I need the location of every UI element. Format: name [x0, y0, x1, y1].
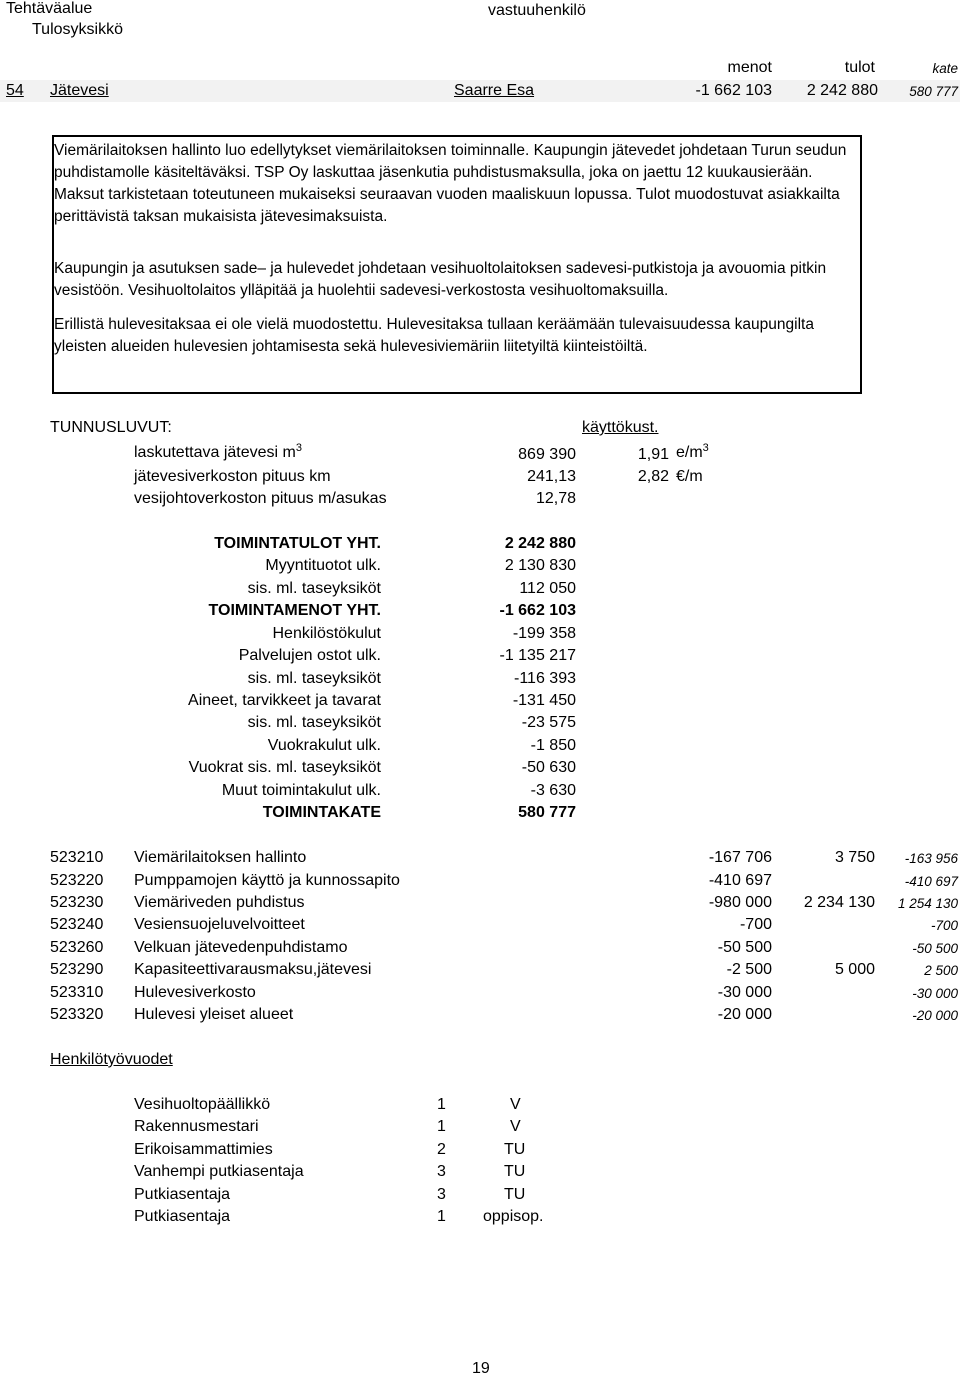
summary-value: -50 630 [521, 759, 576, 776]
account-tulot: 3 750 [834, 849, 875, 866]
account-code: 523320 [50, 1006, 104, 1023]
account-kate: 2 500 [924, 963, 958, 978]
summary-label: Myyntituotot ulk. [265, 557, 381, 574]
account-code: 523240 [50, 916, 104, 933]
account-kate: -30 000 [912, 986, 958, 1001]
page-number: 19 [472, 1360, 490, 1377]
summary-label: Henkilöstökulut [272, 625, 381, 642]
account-kate: -50 500 [912, 941, 958, 956]
staff-count: 3 [437, 1186, 446, 1203]
summary-value: 112 050 [519, 580, 576, 597]
account-name: Pumppamojen käyttö ja kunnossapito [134, 872, 400, 889]
account-code: 523310 [50, 984, 104, 1001]
account-kate: -163 956 [904, 851, 958, 866]
summary-value: -1 135 217 [499, 647, 576, 664]
summary-label: TOIMINTAKATE [262, 804, 381, 821]
summary-value: 2 242 880 [504, 535, 576, 552]
description-paragraph-3: Erillistä hulevesitaksaa ei ole vielä muodostettu. Hulevesitaksa tullaan keräämään tulevaisuudessa kaupungilta yleisten alueiden hulevesien johtamisesta sekä hulevesiviemäriin liitetyiltä kiinteistöiltä. [54, 316, 814, 355]
account-menot: -50 500 [717, 939, 772, 956]
staff-type: V [510, 1118, 521, 1135]
account-menot: -30 000 [717, 984, 772, 1001]
unit-name: Jätevesi [50, 82, 109, 99]
summary-label: Vuokrakulut ulk. [267, 737, 381, 754]
tunnusluku-unit: $e/m^3$ [676, 442, 709, 461]
kayttokust-label: käyttökust. [582, 419, 659, 436]
tunnusluku-label: vesijohtoverkoston pituus m/asukas [134, 490, 387, 507]
account-name: Hulevesi yleiset alueet [134, 1006, 294, 1023]
staff-count: 2 [437, 1141, 446, 1158]
summary-value: -131 450 [512, 692, 576, 709]
staff-title: Rakennusmestari [134, 1118, 259, 1135]
staff-count: 3 [437, 1163, 446, 1180]
account-name: Kapasiteettivarausmaksu,jätevesi [134, 961, 372, 978]
staff-count: 1 [437, 1208, 446, 1225]
account-kate: 1 254 130 [897, 896, 958, 911]
staff-count: 1 [437, 1118, 446, 1135]
account-name: Velkuan jätevedenpuhdistamo [134, 939, 348, 956]
account-name: Viemärilaitoksen hallinto [134, 849, 307, 866]
staff-type: TU [504, 1186, 526, 1203]
summary-value: 580 777 [518, 804, 576, 821]
summary-value: -23 575 [521, 714, 576, 731]
account-name: Hulevesiverkosto [134, 984, 256, 1001]
summary-value: -3 630 [530, 782, 576, 799]
account-code: 523260 [50, 939, 104, 956]
description-paragraph-2: Kaupungin ja asutuksen sade– ja hulevedet johdetaan vesihuoltolaitoksen sadevesi-putkistoja ja avouomia pitkin vesistöön. Vesihuoltolaitos ylläpitää ja huolehtii sadevesi-verkostosta vesihuoltomaksuilla. [54, 260, 827, 299]
summary-value: -116 393 [514, 670, 576, 687]
summary-label: sis. ml. taseyksiköt [247, 714, 381, 731]
summary-label: Muut toimintakulut ulk. [221, 782, 381, 799]
staff-type: TU [504, 1163, 526, 1180]
account-menot: -980 000 [708, 894, 772, 911]
henkilotyovuodet-title: Henkilötyövuodet [50, 1051, 173, 1068]
tunnusluku-unit: €/m [676, 468, 703, 485]
staff-type: oppisop. [483, 1208, 544, 1225]
account-menot: -700 [739, 916, 772, 933]
account-code: 523220 [50, 872, 104, 889]
staff-title: Vanhempi putkiasentaja [134, 1163, 304, 1180]
account-menot: -410 697 [708, 872, 772, 889]
account-kate: -700 [930, 918, 958, 933]
summary-label: sis. ml. taseyksiköt [247, 580, 381, 597]
summary-label: Palvelujen ostot ulk. [238, 647, 381, 664]
account-code: 523230 [50, 894, 104, 911]
unit-number: 54 [6, 82, 24, 99]
staff-title: Erikoisammattimies [134, 1141, 273, 1158]
tunnusluvut-title: TUNNUSLUVUT: [50, 419, 172, 436]
account-name: Vesiensuojeluvelvoitteet [134, 916, 305, 933]
vastuuhenkilo-label: vastuuhenkilö [488, 2, 586, 19]
tunnusluku-label: laskutettava jätevesi $m^3$ [134, 442, 302, 461]
summary-label: TOIMINTATULOT YHT. [214, 535, 381, 552]
kate-label: kate [932, 61, 958, 76]
account-tulot: 5 000 [834, 961, 875, 978]
account-tulot: 2 234 130 [803, 894, 875, 911]
tunnusluku-value: 241,13 [527, 468, 576, 485]
tulot-label: tulot [844, 59, 875, 76]
tunnusluku-cost: 1,91 [637, 446, 669, 463]
responsible-person: Saarre Esa [454, 82, 535, 99]
account-menot: -167 706 [708, 849, 772, 866]
tunnusluku-value: 12,78 [535, 490, 576, 507]
account-code: 523290 [50, 961, 104, 978]
summary-value: 2 130 830 [504, 557, 576, 574]
summary-label: sis. ml. taseyksiköt [247, 670, 381, 687]
unit-tulot: 2 242 880 [806, 82, 878, 99]
summary-value: -1 662 103 [499, 602, 576, 619]
tunnusluku-value: 869 390 [518, 446, 576, 463]
menot-label: menot [727, 59, 772, 76]
summary-label: Vuokrat sis. ml. taseyksiköt [188, 759, 381, 776]
tunnusluku-label: jätevesiverkoston pituus km [134, 468, 331, 485]
staff-title: Putkiasentaja [134, 1186, 231, 1203]
account-code: 523210 [50, 849, 104, 866]
account-kate: -410 697 [904, 874, 958, 889]
staff-count: 1 [437, 1096, 446, 1113]
account-menot: -2 500 [726, 961, 772, 978]
staff-type: TU [504, 1141, 526, 1158]
tulosyksikko-label: Tulosyksikkö [32, 21, 123, 38]
staff-title: Putkiasentaja [134, 1208, 231, 1225]
account-name: Viemäriveden puhdistus [134, 894, 305, 911]
tehtavaalue-label: Tehtäväalue [6, 0, 93, 17]
staff-type: V [510, 1096, 521, 1113]
summary-value: -199 358 [512, 625, 576, 642]
summary-label: Aineet, tarvikkeet ja tavarat [188, 692, 381, 709]
unit-menot: -1 662 103 [695, 82, 772, 99]
account-kate: -20 000 [912, 1008, 958, 1023]
account-menot: -20 000 [717, 1006, 772, 1023]
summary-value: -1 850 [530, 737, 576, 754]
unit-kate: 580 777 [909, 84, 958, 99]
summary-label: TOIMINTAMENOT YHT. [208, 602, 381, 619]
staff-title: Vesihuoltopäällikkö [134, 1096, 271, 1113]
tunnusluku-cost: 2,82 [637, 468, 669, 485]
description-paragraph-1: Viemärilaitoksen hallinto luo edellytykset viemärilaitoksen toiminnalle. Kaupungin jätevedet johdetaan Turun seudun puhdistamolle käsiteltäväksi. TSP Oy laskuttaa jäsenkutia puhdistusmaksulla, joka on jaettu 12 kuukausierään. Maksut tarkistetaan toteutuneen mukaiseksi seuraavan vuoden maaliskuun lopussa. Tulot muodostuvat asiakkailta perittävistä taksan mukaisista jätevesimaksuista. [54, 142, 847, 225]
